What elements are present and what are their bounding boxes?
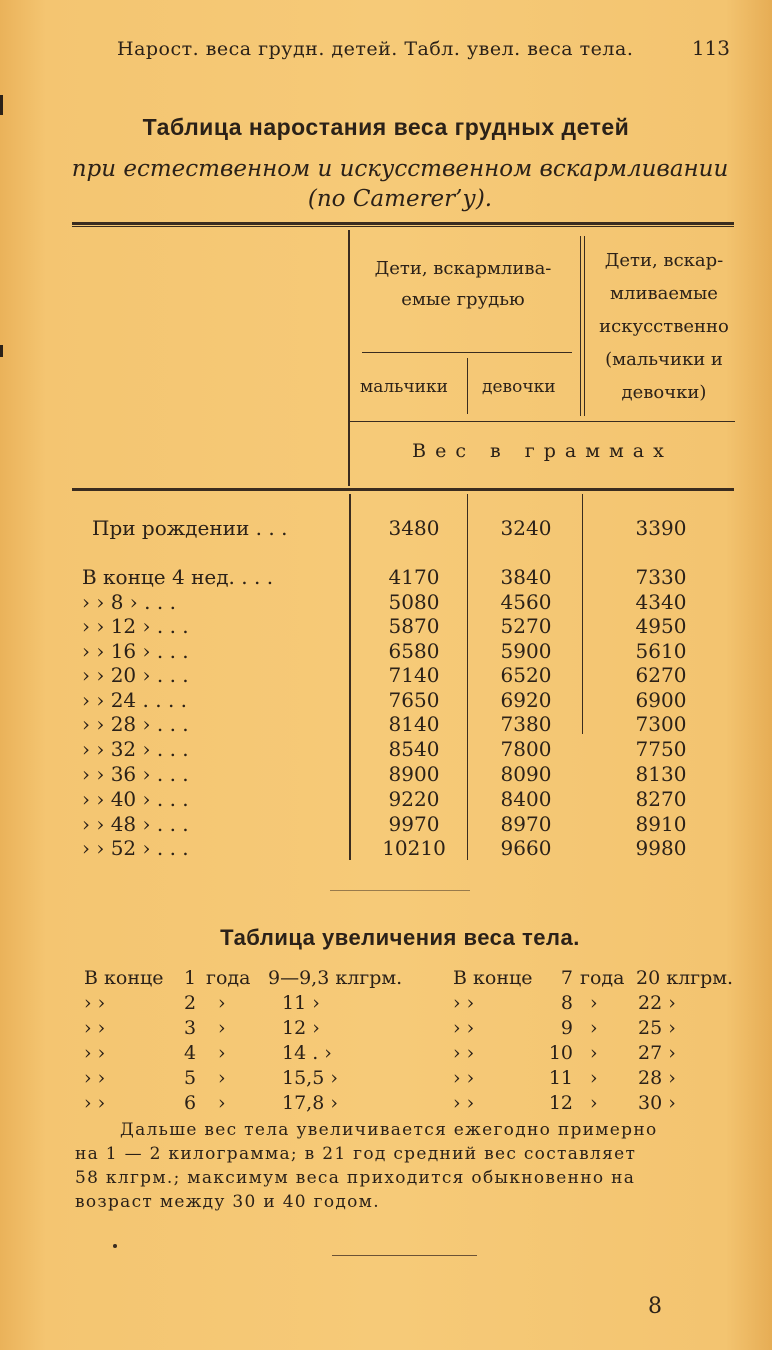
right-prefix: › ›: [453, 1042, 475, 1064]
right-year: 12: [548, 1092, 573, 1114]
row-label: › › 8 › . . .: [82, 590, 176, 614]
col-girls: девочки: [482, 377, 556, 397]
left-unit: ›: [218, 992, 226, 1014]
table-row: [0, 688, 772, 712]
table-row: [0, 737, 772, 761]
table-row: [0, 787, 772, 811]
weight-row: [0, 1092, 772, 1116]
cell-girls: 9660: [500, 836, 552, 860]
right-weight: 20 клгрм.: [636, 967, 734, 989]
row-label: › › 36 › . . .: [82, 762, 189, 786]
right-weight: 25 ›: [638, 1017, 676, 1039]
cell-boys: 8900: [388, 762, 440, 786]
right-year: 10: [548, 1042, 573, 1064]
right-weight: 30 ›: [638, 1092, 676, 1114]
table1-header-bottom-rule: [72, 488, 734, 491]
right-weight: 22 ›: [638, 992, 676, 1014]
cell-artificial: 8910: [635, 812, 687, 836]
weight-row: [0, 1017, 772, 1041]
cell-artificial: 4340: [635, 590, 687, 614]
cell-girls: 7380: [500, 712, 552, 736]
cell-boys: 9970: [388, 812, 440, 836]
weight-row: [0, 1042, 772, 1066]
row-label: При рождении . . .: [92, 516, 288, 540]
left-weight: 17,8 ›: [282, 1092, 338, 1114]
table1-source: (по Camerer’у).: [307, 186, 493, 212]
table1-top-rule: [72, 222, 734, 225]
right-year: 9: [560, 1017, 573, 1039]
cell-girls: 6520: [500, 663, 552, 687]
section-separator: [330, 890, 470, 891]
cell-artificial: 4950: [635, 614, 687, 638]
right-prefix: В конце: [453, 967, 533, 989]
left-year: 5: [183, 1067, 197, 1089]
right-year: 7: [560, 967, 573, 989]
right-weight: 27 ›: [638, 1042, 676, 1064]
row-label: › › 16 › . . .: [82, 639, 189, 663]
cell-girls: 5270: [500, 614, 552, 638]
cell-boys: 5870: [388, 614, 440, 638]
row-label: › › 52 › . . .: [82, 836, 189, 860]
row-label: › › 40 › . . .: [82, 787, 189, 811]
table2-title: Таблица увеличения веса тела.: [220, 925, 580, 950]
cell-girls: 8090: [500, 762, 552, 786]
table1-subheader-divider: [467, 358, 468, 414]
cell-boys: 6580: [388, 639, 440, 663]
cell-girls: 8400: [500, 787, 552, 811]
paragraph-line: Дальше вес тела увеличивается ежегодно примерно: [120, 1120, 658, 1140]
table-row: [0, 712, 772, 736]
left-unit: года: [206, 967, 251, 989]
row-label: › › 32 › . . .: [82, 737, 189, 761]
left-prefix: › ›: [84, 1092, 106, 1114]
cell-boys: 9220: [388, 787, 440, 811]
cell-artificial: 6900: [635, 688, 687, 712]
table1-subtitle: при естественном и искусственном вскармливании: [71, 156, 729, 182]
paragraph-line: на 1 — 2 килограмма; в 21 год средний вес составляет: [75, 1144, 637, 1164]
table-row: [0, 516, 772, 540]
cell-girls: 8970: [500, 812, 552, 836]
right-prefix: › ›: [453, 1067, 475, 1089]
left-unit: ›: [218, 1017, 226, 1039]
right-weight: 28 ›: [638, 1067, 676, 1089]
cell-girls: 6920: [500, 688, 552, 712]
weight-row: [0, 992, 772, 1016]
table-row: [0, 565, 772, 589]
col-group-breastfed: Дети, вскармлива-емые грудью: [374, 258, 552, 310]
weight-row: [0, 967, 772, 991]
cell-boys: 8540: [388, 737, 440, 761]
left-year: 2: [183, 992, 197, 1014]
cell-artificial: 8270: [635, 787, 687, 811]
ink-dot: [113, 1244, 117, 1248]
left-prefix: › ›: [84, 1067, 106, 1089]
left-year: 4: [183, 1042, 197, 1064]
table1-top-rule-thin: [72, 226, 734, 227]
right-unit: года: [580, 967, 625, 989]
table-row: [0, 812, 772, 836]
cell-artificial: 9980: [635, 836, 687, 860]
cell-boys: 4170: [388, 565, 440, 589]
paragraph-line: возраст между 30 и 40 годом.: [75, 1192, 380, 1212]
cell-boys: 5080: [388, 590, 440, 614]
left-unit: ›: [218, 1092, 226, 1114]
left-weight: 12 ›: [282, 1017, 320, 1039]
left-prefix: › ›: [84, 1017, 106, 1039]
cell-artificial: 3390: [635, 516, 687, 540]
row-label: › › 24 . . . .: [82, 688, 188, 712]
cell-artificial: 7750: [635, 737, 687, 761]
left-prefix: › ›: [84, 992, 106, 1014]
scan-edge-mark: [0, 95, 3, 115]
unit-label: Вес в граммах: [412, 440, 673, 462]
left-year: 3: [183, 1017, 197, 1039]
cell-boys: 10210: [382, 836, 446, 860]
cell-girls: 7800: [500, 737, 552, 761]
cell-artificial: 5610: [635, 639, 687, 663]
table-row: [0, 836, 772, 860]
left-unit: ›: [218, 1042, 226, 1064]
table1-header-divider2b: [584, 236, 585, 416]
left-prefix: › ›: [84, 1042, 106, 1064]
cell-artificial: 6270: [635, 663, 687, 687]
right-prefix: › ›: [453, 1092, 475, 1114]
col-artificial: Дети, вскар-мливаемые искусственно (мальчики и девочки): [599, 250, 729, 403]
signature-mark: 8: [648, 1294, 662, 1319]
left-year: 6: [183, 1092, 197, 1114]
table-row: [0, 590, 772, 614]
cell-artificial: 7300: [635, 712, 687, 736]
left-weight: 14 . ›: [282, 1042, 332, 1064]
cell-boys: 7650: [388, 688, 440, 712]
left-year: 1: [183, 967, 197, 989]
col-boys: мальчики: [360, 377, 448, 397]
cell-artificial: 7330: [635, 565, 687, 589]
cell-boys: 3480: [388, 516, 440, 540]
table-row: [0, 663, 772, 687]
cell-boys: 8140: [388, 712, 440, 736]
table1-title: Таблица наростания веса грудных детей: [142, 114, 630, 140]
page-number: 113: [691, 36, 730, 60]
table-row: [0, 762, 772, 786]
scan-edge-mark: [0, 345, 3, 357]
cell-artificial: 8130: [635, 762, 687, 786]
right-prefix: › ›: [453, 1017, 475, 1039]
cell-girls: 4560: [500, 590, 552, 614]
left-weight: 9—9,3 клгрм.: [268, 967, 403, 989]
row-label: › › 20 › . . .: [82, 663, 189, 687]
right-unit: ›: [590, 1067, 598, 1089]
left-prefix: В конце: [84, 967, 164, 989]
right-unit: ›: [590, 992, 598, 1014]
cell-girls: 5900: [500, 639, 552, 663]
row-label: › › 48 › . . .: [82, 812, 189, 836]
left-weight: 15,5 ›: [282, 1067, 338, 1089]
left-unit: ›: [218, 1067, 226, 1089]
right-year: 11: [548, 1067, 573, 1089]
right-unit: ›: [590, 1017, 598, 1039]
table1-header-divider2: [580, 236, 581, 416]
right-unit: ›: [590, 1092, 598, 1114]
cell-girls: 3240: [500, 516, 552, 540]
row-label: › › 12 › . . .: [82, 614, 189, 638]
cell-boys: 7140: [388, 663, 440, 687]
table1-unit-rule: [350, 421, 735, 422]
row-label: В конце 4 нед. . . .: [82, 565, 274, 589]
table-row: [0, 614, 772, 638]
row-label: › › 28 › . . .: [82, 712, 189, 736]
right-year: 8: [560, 992, 573, 1014]
right-prefix: › ›: [453, 992, 475, 1014]
table1-subheader-rule: [362, 352, 572, 353]
cell-girls: 3840: [500, 565, 552, 589]
paragraph-line: 58 клгрм.; максимум веса приходится обыкновенно на: [75, 1168, 636, 1188]
closing-rule: [332, 1255, 477, 1256]
weight-row: [0, 1067, 772, 1091]
table-row: [0, 639, 772, 663]
right-unit: ›: [590, 1042, 598, 1064]
left-weight: 11 ›: [282, 992, 320, 1014]
running-title: Нарост. веса грудн. детей. Табл. увел. веса тела.: [117, 38, 634, 60]
